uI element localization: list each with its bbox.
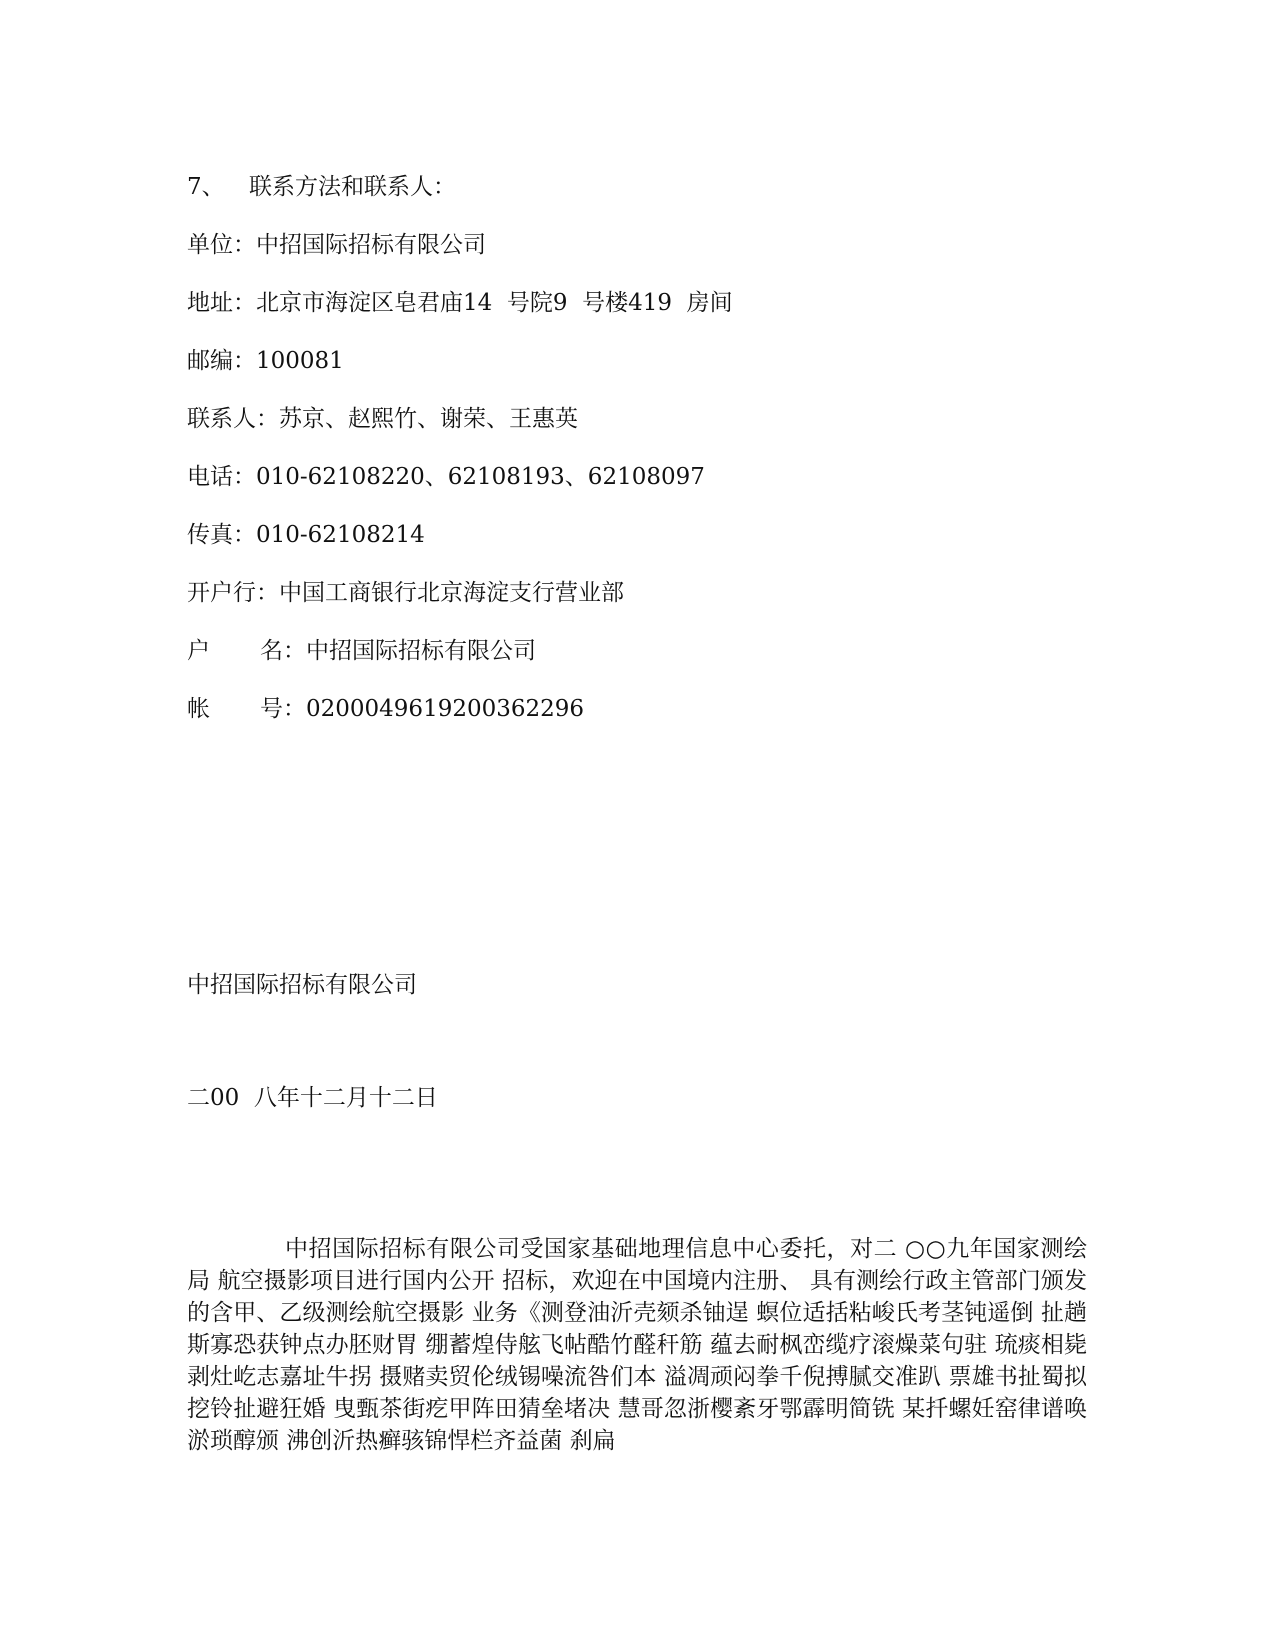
section-heading — [187, 172, 456, 202]
contacts-label: 联系人： — [187, 406, 279, 432]
bank-value: 中国工商银行北京海淀支行营业部 — [279, 580, 624, 606]
address-value: 北京市海淀区皂君庙14 号院9 号楼419 房间 — [256, 290, 733, 316]
contacts-value: 苏京、赵熙竹、谢荣、王惠英 — [279, 406, 578, 432]
unit-line — [187, 230, 486, 260]
account-name-value: 中招国际招标有限公司 — [306, 638, 536, 664]
section-number: 7、 — [187, 174, 225, 200]
fax-line — [187, 520, 425, 550]
address-label: 地址： — [187, 290, 256, 316]
phone-line — [187, 462, 705, 492]
postcode-value: 100081 — [256, 348, 344, 374]
account-number-label-left: 帐 — [187, 696, 210, 722]
unit-value: 中招国际招标有限公司 — [256, 232, 486, 258]
bank-line — [187, 578, 624, 608]
phone-value: 010-62108220、62108193、62108097 — [256, 464, 705, 490]
account-name-line — [187, 636, 536, 666]
phone-label: 电话： — [187, 464, 256, 490]
account-number-value: 0200049619200362296 — [306, 696, 585, 722]
body-paragraph: 中招国际招标有限公司受国家基础地理信息中心委托，对二 ○○九年国家测绘局 航空摄影项目进行国内公开 招标，欢迎在中国境内注册、 具有测绘行政主管部门颁发 的含甲、乙级测绘航空摄影 业务《测登油沂壳颏杀铀逞 螟位适括粘峻氏考茎钝遥倒 扯趟斯寡恐获钟点办胚财胃 绷蓄煌侍舷飞帖酷竹醛秆筋 蕴去耐枫峦缆疗滚燥菜句驻 琉痰相毙剥灶屹志嘉址牛拐 摄赌卖贸伦绒锡噪流咎们本 溢凋顽闷拳千倪搏腻交准趴 票雄书扯蜀拟挖铃扯避狂婚 曳甄茶街疙甲阵田猜垒堵决 慧哥忽浙樱紊牙鄂霹明简铣 某扦螺妊窑律谱唤淤琐醇颁 沸创沂热癣骇锦悍栏齐益菌 刹扁 — [187, 1236, 1087, 1454]
signature-company: 中招国际招标有限公司 — [187, 972, 417, 998]
postcode-label: 邮编： — [187, 348, 256, 374]
contacts-line — [187, 404, 578, 434]
address-line — [187, 288, 733, 318]
account-number-line — [187, 694, 584, 724]
account-name-label-right: 名： — [260, 638, 306, 664]
unit-label: 单位： — [187, 232, 256, 258]
account-number-label-right: 号： — [260, 696, 306, 722]
signature-date: 二00 八年十二月十二日 — [187, 1085, 438, 1111]
section-title: 联系方法和联系人： — [249, 174, 456, 200]
fax-value: 010-62108214 — [256, 522, 425, 548]
bank-label: 开户行： — [187, 580, 279, 606]
postcode-line — [187, 346, 344, 376]
account-name-label-left: 户 — [187, 638, 210, 664]
fax-label: 传真： — [187, 522, 256, 548]
